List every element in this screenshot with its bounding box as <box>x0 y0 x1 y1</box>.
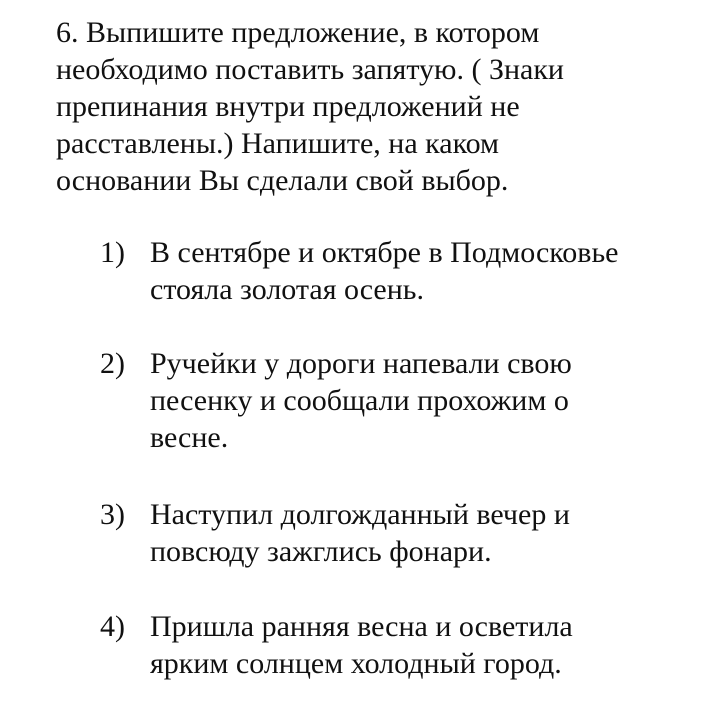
option-sentence-line: песенку и сообщали прохожим о <box>150 384 569 417</box>
task-prompt-line: препинания внутри предложений не <box>56 90 520 123</box>
option-sentence-line: Наступил долгожданный вечер и <box>150 498 570 531</box>
task-prompt-line: необходимо поставить запятую. ( Знаки <box>56 53 564 86</box>
option-sentence-line: стояла золотая осень. <box>150 273 424 306</box>
option-sentence-line: ярким солнцем холодный город. <box>150 647 562 680</box>
option-sentence <box>150 234 690 308</box>
option-number: 3) <box>100 498 125 531</box>
option-sentence-line: весне. <box>150 421 229 454</box>
option-sentence <box>150 608 690 682</box>
option-sentence-line: повсюду зажглись фонари. <box>150 535 492 568</box>
task-prompt <box>56 14 656 199</box>
option-sentence-line: Пришла ранняя весна и осветила <box>150 610 573 643</box>
option-sentence <box>150 345 690 456</box>
option-sentence-line: В сентябре и октябре в Подмосковье <box>150 236 619 269</box>
task-prompt-line: основании Вы сделали свой выбор. <box>56 164 509 197</box>
option-sentence-line: Ручейки у дороги напевали свою <box>150 347 572 380</box>
option-number: 4) <box>100 610 125 643</box>
option-number: 1) <box>100 236 125 269</box>
option-number: 2) <box>100 347 125 380</box>
option-sentence <box>150 496 690 570</box>
task-prompt-line: 6. Выпишите предложение, в котором <box>56 16 540 49</box>
task-prompt-line: расставлены.) Напишите, на каком <box>56 127 500 160</box>
